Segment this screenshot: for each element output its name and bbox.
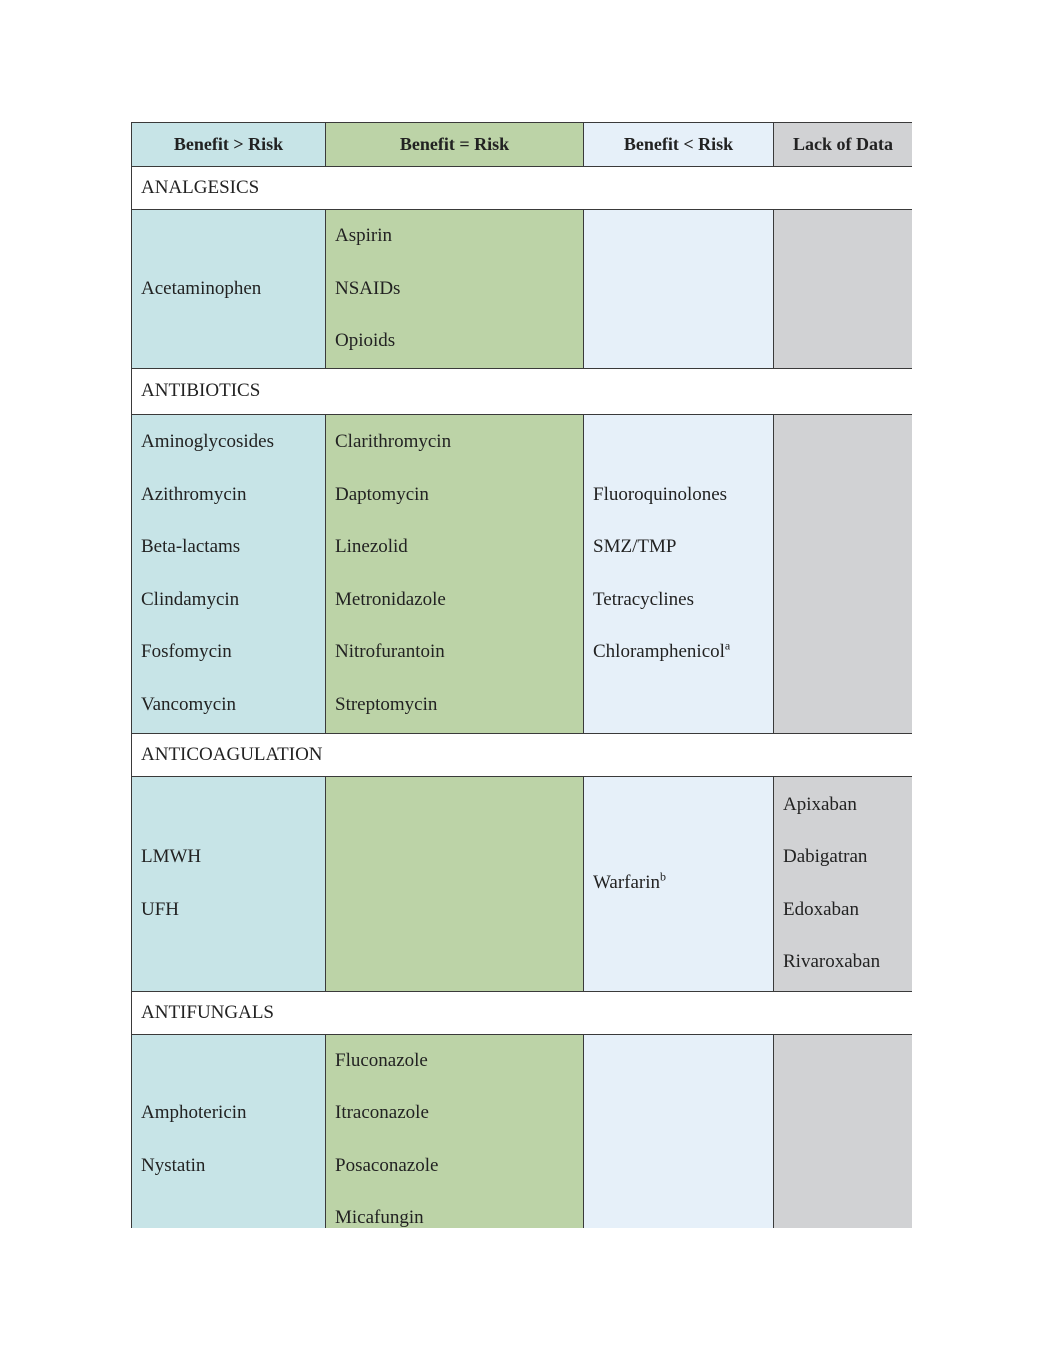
drug-name: Metronidazole bbox=[335, 588, 446, 610]
drug-safety-table-container bbox=[131, 122, 912, 1228]
drug-item bbox=[593, 469, 773, 522]
cell-benefit-lt-risk bbox=[584, 1034, 774, 1228]
drug-item bbox=[141, 1087, 325, 1140]
drug-item bbox=[141, 1140, 325, 1193]
drug-name: Warfarin bbox=[593, 872, 661, 894]
cell-lack-of-data bbox=[774, 776, 913, 991]
drug-item bbox=[783, 936, 912, 989]
drug-item bbox=[141, 679, 325, 732]
drug-name: Streptomycin bbox=[335, 693, 438, 715]
category-title: ANTICOAGULATION bbox=[132, 733, 913, 776]
cell-benefit-lt-risk bbox=[584, 414, 774, 733]
drug-item bbox=[335, 626, 583, 679]
cell-benefit-gt-risk bbox=[132, 1034, 326, 1228]
drug-name: Fluoroquinolones bbox=[593, 483, 728, 505]
drug-name: Apixaban bbox=[783, 793, 857, 815]
drug-name: Fosfomycin bbox=[141, 641, 232, 662]
cell-lack-of-data bbox=[774, 210, 913, 369]
drug-item bbox=[335, 521, 583, 574]
drug-name: Nitrofurantoin bbox=[335, 641, 445, 662]
drug-item bbox=[335, 469, 583, 522]
drug-name: Posaconazole bbox=[335, 1154, 439, 1176]
drug-item bbox=[141, 416, 325, 469]
drug-item bbox=[335, 1140, 583, 1193]
header-lack-of-data: Lack of Data bbox=[774, 123, 913, 167]
drug-name: Itraconazole bbox=[335, 1102, 429, 1123]
cell-benefit-eq-risk bbox=[326, 210, 584, 369]
drug-name: Edoxaban bbox=[783, 898, 859, 920]
drug-item bbox=[335, 574, 583, 627]
drug-row-antibiotics bbox=[132, 414, 913, 733]
drug-name: Linezolid bbox=[335, 536, 408, 557]
category-title: ANTIBIOTICS bbox=[132, 368, 913, 414]
drug-name: LMWH bbox=[141, 846, 202, 867]
drug-name: Nystatin bbox=[141, 1154, 206, 1176]
drug-row-anticoagulation bbox=[132, 776, 913, 991]
drug-item bbox=[335, 315, 583, 368]
drug-name: Beta-lactams bbox=[141, 536, 241, 557]
drug-item bbox=[335, 416, 583, 469]
header-row bbox=[132, 123, 913, 167]
drug-item bbox=[335, 679, 583, 732]
category-row-antibiotics bbox=[132, 368, 913, 414]
cell-benefit-eq-risk bbox=[326, 414, 584, 733]
drug-item bbox=[335, 263, 583, 316]
drug-item bbox=[141, 574, 325, 627]
drug-item bbox=[335, 1035, 583, 1088]
cell-benefit-eq-risk bbox=[326, 776, 584, 991]
drug-item bbox=[335, 1192, 583, 1228]
drug-item bbox=[593, 626, 773, 679]
drug-row-analgesics bbox=[132, 210, 913, 369]
drug-item bbox=[335, 210, 583, 263]
drug-name: Azithromycin bbox=[141, 483, 247, 505]
drug-name: Opioids bbox=[335, 330, 396, 351]
drug-name: Aminoglycosides bbox=[141, 431, 274, 452]
drug-item bbox=[783, 779, 912, 832]
drug-item bbox=[335, 1087, 583, 1140]
cell-benefit-eq-risk bbox=[326, 1034, 584, 1228]
cell-lack-of-data bbox=[774, 414, 913, 733]
drug-name: Fluconazole bbox=[335, 1049, 428, 1071]
drug-item bbox=[141, 521, 325, 574]
drug-name: SMZ/TMP bbox=[593, 536, 677, 557]
drug-name: Aspirin bbox=[335, 225, 392, 246]
drug-name: Clarithromycin bbox=[335, 431, 452, 452]
drug-name: UFH bbox=[141, 898, 180, 920]
drug-item bbox=[141, 469, 325, 522]
header-benefit-lt-risk: Benefit < Risk bbox=[584, 123, 774, 167]
cell-benefit-lt-risk bbox=[584, 776, 774, 991]
drug-name: NSAIDs bbox=[335, 277, 401, 299]
drug-name: Vancomycin bbox=[141, 693, 236, 715]
drug-name: Dabigatran bbox=[783, 846, 868, 867]
category-row-antifungals bbox=[132, 991, 913, 1034]
drug-item bbox=[593, 857, 773, 910]
cell-lack-of-data bbox=[774, 1034, 913, 1228]
drug-item bbox=[141, 831, 325, 884]
drug-item bbox=[593, 574, 773, 627]
category-row-anticoagulation bbox=[132, 733, 913, 776]
cell-benefit-lt-risk bbox=[584, 210, 774, 369]
drug-item bbox=[141, 884, 325, 937]
header-benefit-gt-risk: Benefit > Risk bbox=[132, 123, 326, 167]
drug-item bbox=[593, 521, 773, 574]
cell-benefit-gt-risk bbox=[132, 210, 326, 369]
category-row-analgesics bbox=[132, 167, 913, 210]
drug-row-antifungals bbox=[132, 1034, 913, 1228]
footnote-marker: b bbox=[660, 869, 667, 884]
drug-item bbox=[783, 884, 912, 937]
drug-safety-table bbox=[131, 122, 912, 1228]
drug-name: Micafungin bbox=[335, 1207, 424, 1228]
drug-name: Rivaroxaban bbox=[783, 951, 881, 972]
drug-name: Amphotericin bbox=[141, 1102, 247, 1123]
drug-name: Clindamycin bbox=[141, 588, 240, 610]
footnote-marker: a bbox=[724, 638, 731, 653]
drug-name: Acetaminophen bbox=[141, 277, 262, 299]
category-title: ANALGESICS bbox=[132, 167, 913, 210]
header-benefit-eq-risk: Benefit = Risk bbox=[326, 123, 584, 167]
drug-item bbox=[141, 263, 325, 316]
drug-name: Daptomycin bbox=[335, 483, 429, 505]
drug-item bbox=[141, 626, 325, 679]
cell-benefit-gt-risk bbox=[132, 414, 326, 733]
cell-benefit-gt-risk bbox=[132, 776, 326, 991]
drug-item bbox=[783, 831, 912, 884]
drug-name: Tetracyclines bbox=[593, 588, 695, 610]
category-title: ANTIFUNGALS bbox=[132, 991, 913, 1034]
drug-name: Chloramphenicol bbox=[593, 641, 725, 662]
